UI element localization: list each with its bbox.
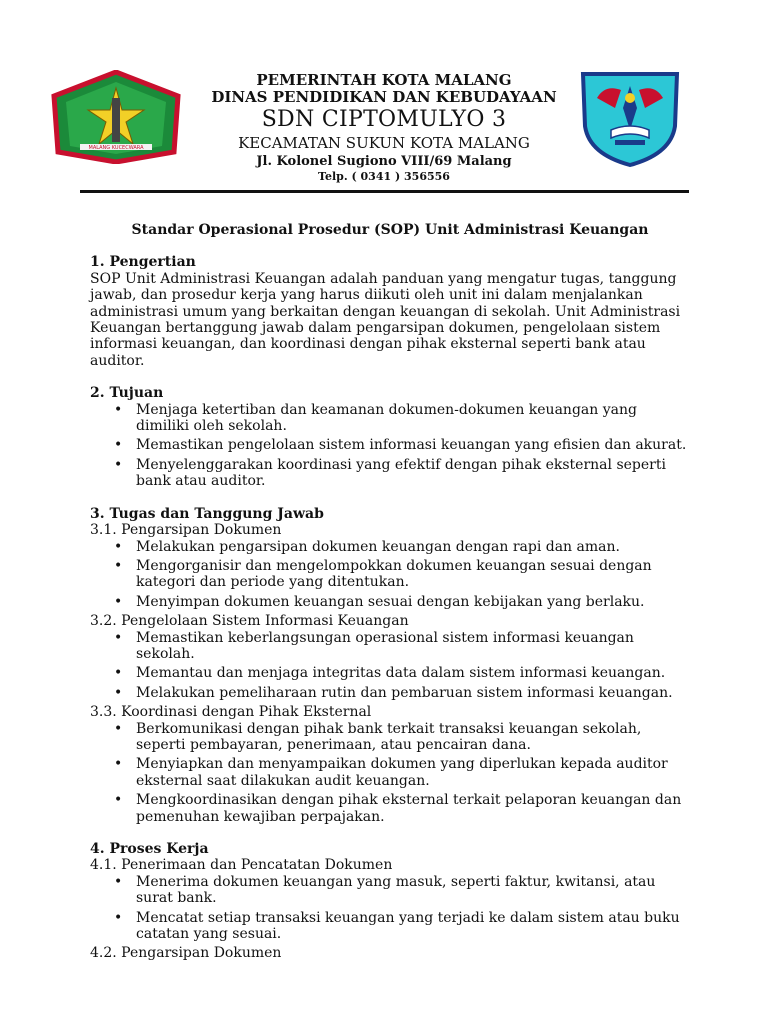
section-paragraph: SOP Unit Administrasi Keuangan adalah panduan yang mengatur tugas, tanggung jawab, dan prosedur kerja yang harus diikuti oleh unit ini dalam menjalankan administrasi umum yang berkaitan dengan keuangan di sekolah. Unit Administrasi Keuangan bertanggung jawab dalam pengarsipan dokumen, pengelolaan sistem informasi keuangan, dan koordinasi dengan pihak eksternal seperti bank atau auditor. xyxy=(90,270,681,369)
letterhead-school-name: SDN CIPTOMULYO 3 xyxy=(261,107,507,132)
bullet-list xyxy=(90,402,690,490)
list-item: • Mengorganisir dan mengelompokkan dokumen keuangan sesuai dengan kategori dan periode yang ditentukan. xyxy=(136,558,690,591)
emblem-motto-text: MALANG KUCECWARA xyxy=(88,145,144,151)
list-item: • Memantau dan menjaga integritas data dalam sistem informasi keuangan. xyxy=(136,665,690,681)
letterhead-divider xyxy=(80,190,689,193)
letterhead-government: PEMERINTAH KOTA MALANG xyxy=(256,71,512,89)
section-heading: 3. Tugas dan Tanggung Jawab xyxy=(90,505,324,522)
document-title: Standar Operasional Prosedur (SOP) Unit Administrasi Keuangan xyxy=(131,222,649,238)
subsection-heading: 3.2. Pengelolaan Sistem Informasi Keuangan xyxy=(90,613,409,630)
bullet-list xyxy=(90,721,690,825)
list-item: • Menjaga ketertiban dan keamanan dokumen-dokumen keuangan yang dimiliki oleh sekolah. xyxy=(136,402,690,435)
section-heading: 2. Tujuan xyxy=(90,385,164,402)
list-item: • Menyiapkan dan menyampaikan dokumen yang diperlukan kepada auditor eksternal saat dilakukan audit keuangan. xyxy=(136,756,690,789)
section-heading: 1. Pengertian xyxy=(90,254,196,271)
subsection-heading: 4.2. Pengarsipan Dokumen xyxy=(90,945,282,962)
education-office-logo xyxy=(575,68,685,168)
list-item: • Melakukan pemeliharaan rutin dan pembaruan sistem informasi keuangan. xyxy=(136,685,690,701)
bullet-list xyxy=(90,539,690,611)
list-item: • Menyimpan dokumen keuangan sesuai dengan kebijakan yang berlaku. xyxy=(136,594,690,610)
subsection-heading: 3.1. Pengarsipan Dokumen xyxy=(90,522,282,539)
city-emblem-logo xyxy=(50,70,182,164)
subsection-heading: 4.1. Penerimaan dan Pencatatan Dokumen xyxy=(90,857,393,874)
list-item: • Mencatat setiap transaksi keuangan yang terjadi ke dalam sistem atau buku catatan yang sesuai. xyxy=(136,910,690,943)
letterhead-address: Jl. Kolonel Sugiono VIII/69 Malang xyxy=(256,154,512,169)
list-item: • Memastikan keberlangsungan operasional sistem informasi keuangan sekolah. xyxy=(136,630,690,663)
letterhead xyxy=(195,72,573,184)
list-item: • Mengkoordinasikan dengan pihak eksternal terkait pelaporan keuangan dan pemenuhan kewajiban perpajakan. xyxy=(136,792,690,825)
bullet-list xyxy=(90,630,690,702)
list-item: • Menyelenggarakan koordinasi yang efektif dengan pihak eksternal seperti bank atau auditor. xyxy=(136,457,690,490)
list-item: • Memastikan pengelolaan sistem informasi keuangan yang efisien dan akurat. xyxy=(136,437,690,453)
bullet-list xyxy=(90,874,690,943)
letterhead-phone: Telp. ( 0341 ) 356556 xyxy=(318,170,450,183)
letterhead-department: DINAS PENDIDIKAN DAN KEBUDAYAAN xyxy=(211,88,557,106)
list-item: • Menerima dokumen keuangan yang masuk, seperti faktur, kwitansi, atau surat bank. xyxy=(136,874,690,907)
list-item: • Berkomunikasi dengan pihak bank terkait transaksi keuangan sekolah, seperti pembayaran, penerimaan, atau pencairan dana. xyxy=(136,721,690,754)
letterhead-district: KECAMATAN SUKUN KOTA MALANG xyxy=(238,134,530,152)
section-heading: 4. Proses Kerja xyxy=(90,841,209,857)
subsection-heading: 3.3. Koordinasi dengan Pihak Eksternal xyxy=(90,704,372,721)
list-item: • Melakukan pengarsipan dokumen keuangan dengan rapi dan aman. xyxy=(136,539,690,555)
sop-content xyxy=(90,222,690,962)
